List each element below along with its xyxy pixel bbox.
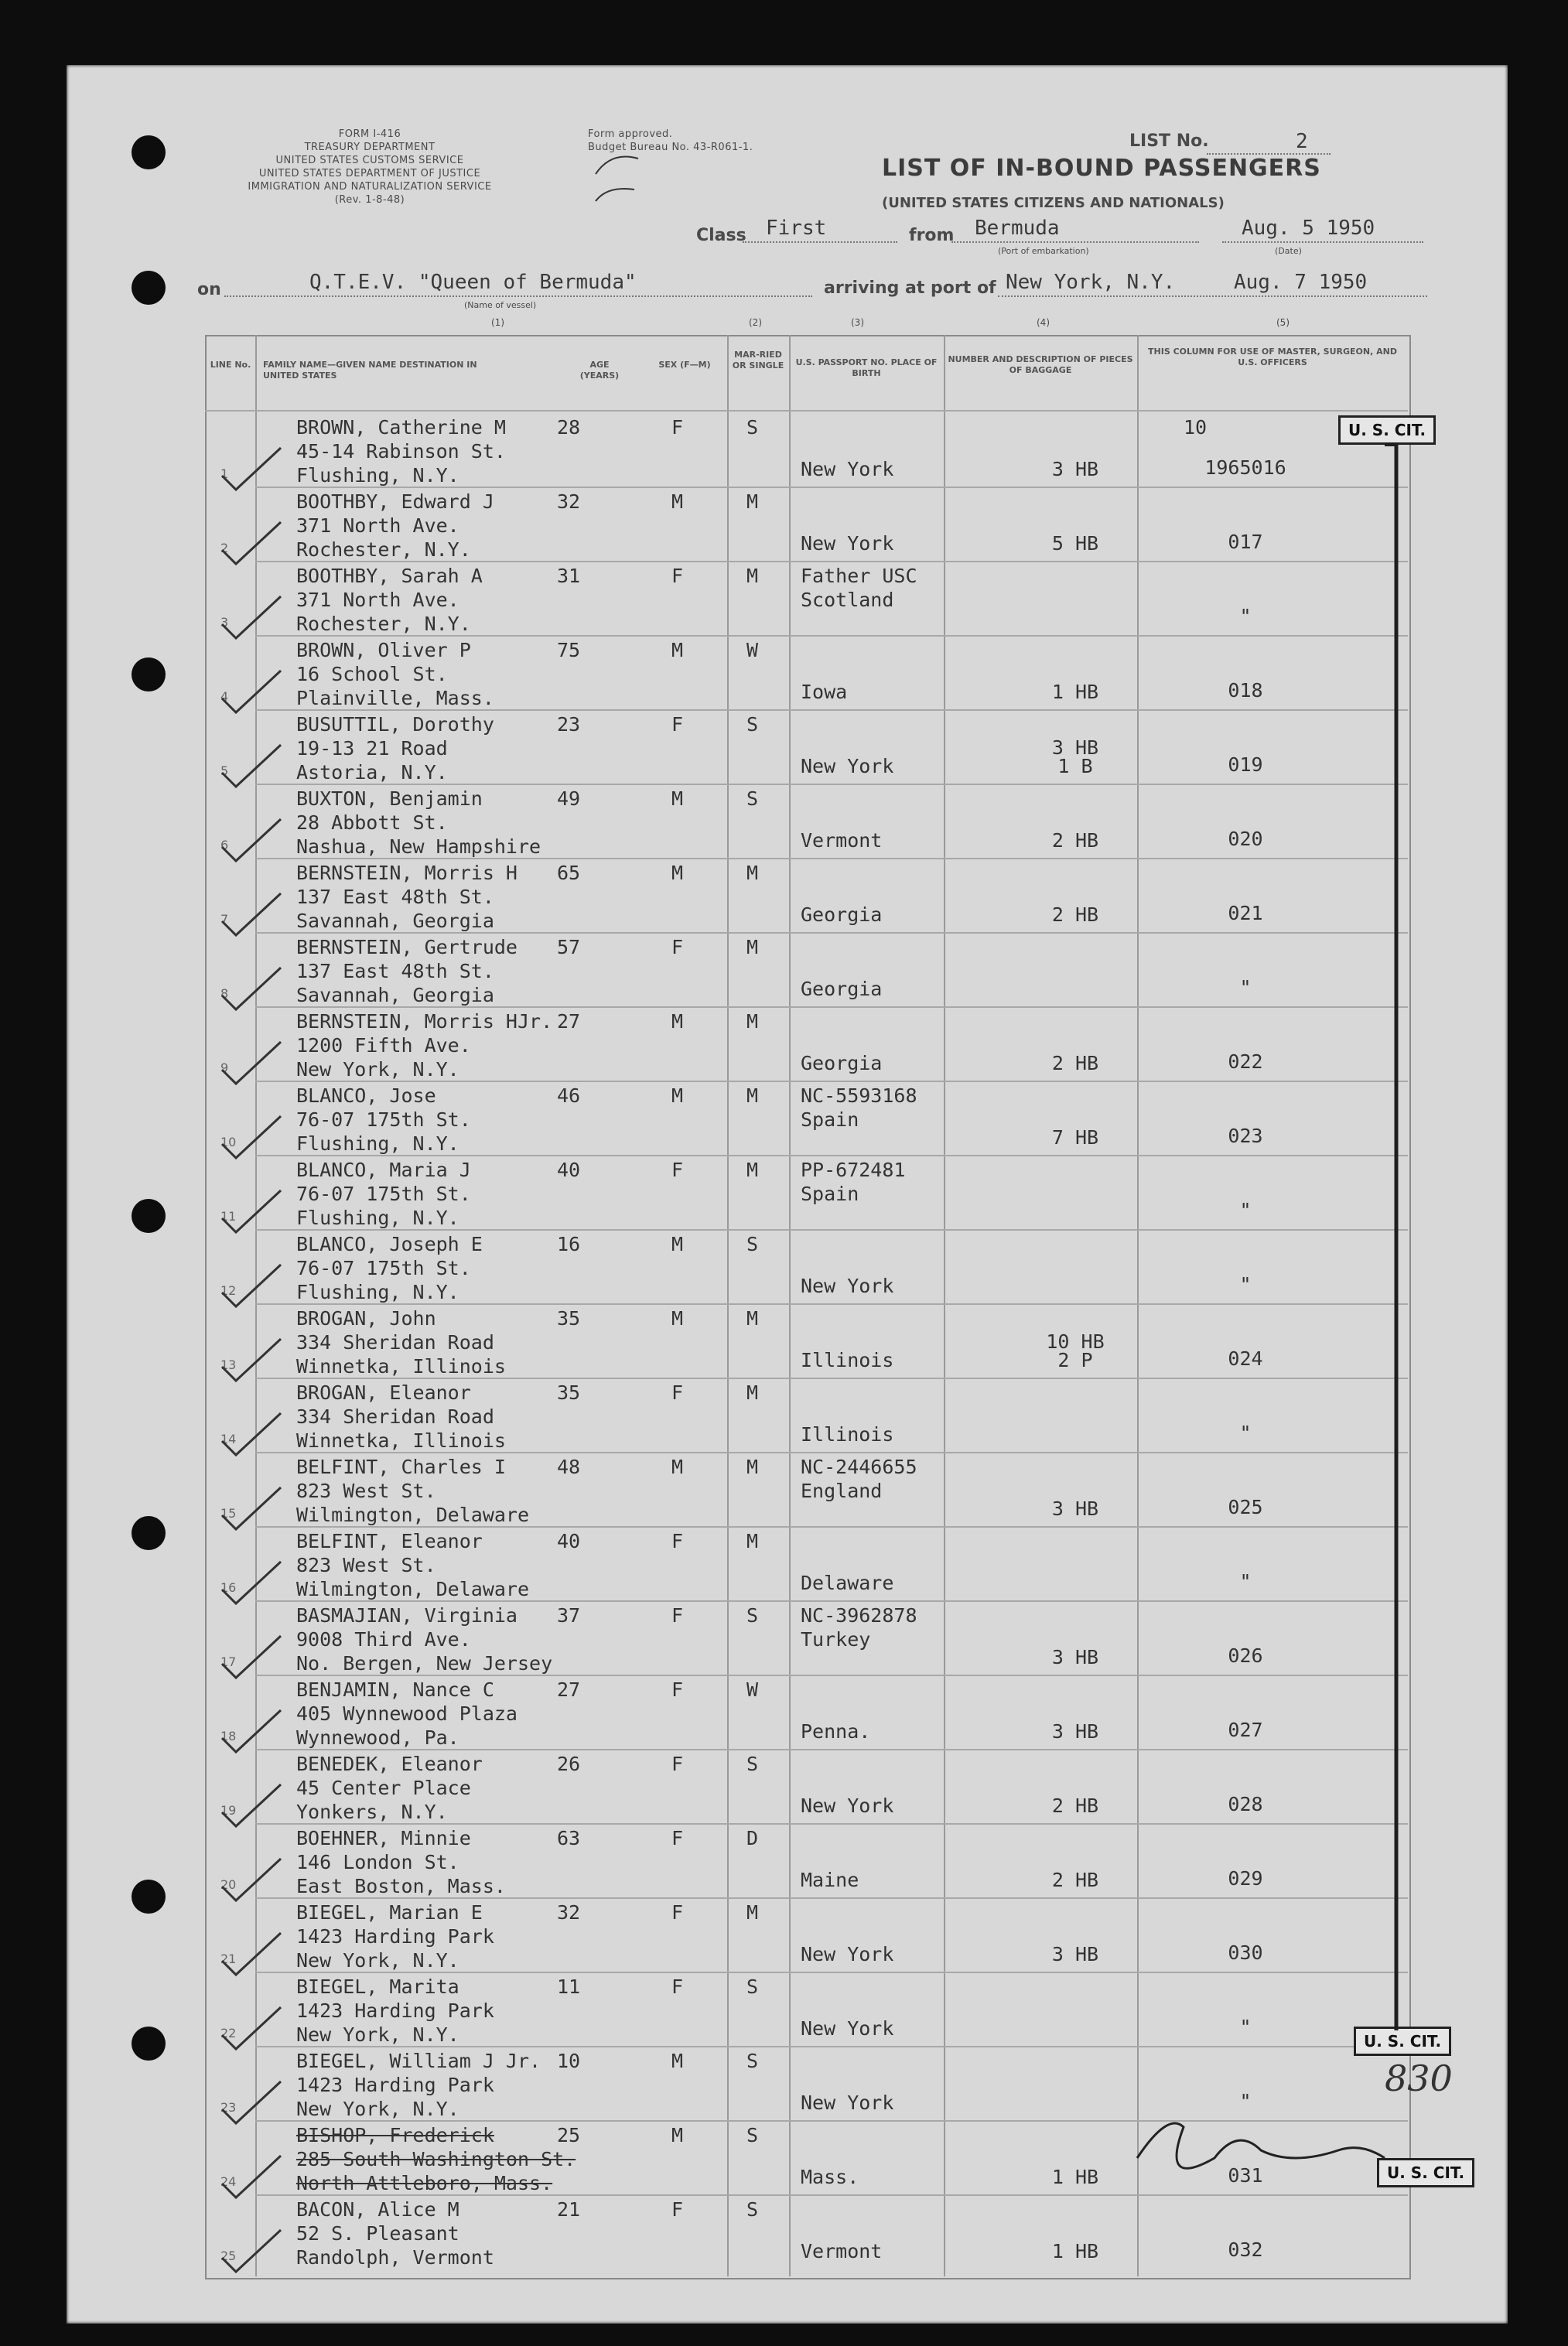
- baggage-desc: 2 HB: [1051, 903, 1099, 926]
- passenger-city: Flushing, N.Y.: [296, 1132, 459, 1155]
- baggage-desc: 2 HB: [1051, 1052, 1099, 1074]
- passenger-age: 31: [557, 565, 581, 587]
- passenger-sex: M: [671, 787, 684, 810]
- passenger-city: Wilmington, Delaware: [296, 1504, 530, 1526]
- passenger-name: BOOTHBY, Edward J: [296, 490, 494, 513]
- passenger-name: BERNSTEIN, Gertrude: [296, 936, 518, 958]
- baggage-desc: 1 B: [1057, 755, 1093, 777]
- date-caption: (Date): [1275, 246, 1302, 256]
- line-number: 5: [220, 763, 229, 778]
- passenger-address: 371 North Ave.: [296, 589, 459, 611]
- officer-number: 020: [1228, 828, 1263, 850]
- passenger-name: BELFINT, Eleanor: [296, 1530, 483, 1552]
- officer-number: ": [1239, 1199, 1252, 1221]
- passenger-marital: S: [746, 1604, 759, 1627]
- place-of-birth: Delaware: [801, 1572, 894, 1594]
- baggage-desc: 1 HB: [1051, 2166, 1099, 2188]
- passenger-city: Wilmington, Delaware: [296, 1578, 530, 1600]
- officer-number: 018: [1228, 679, 1263, 702]
- line-number: 22: [220, 2026, 237, 2040]
- officer-number: 023: [1228, 1125, 1263, 1147]
- passenger-city: Winnetka, Illinois: [296, 1429, 506, 1452]
- form-id: FORM I-416: [338, 128, 401, 140]
- passenger-marital: S: [746, 2050, 759, 2072]
- passenger-age: 32: [557, 490, 581, 513]
- officer-number: 024: [1228, 1347, 1263, 1370]
- line-number: 13: [220, 1357, 237, 1372]
- departure-date: Aug. 5 1950: [1242, 217, 1375, 240]
- passport-no: PP-672481: [801, 1159, 906, 1181]
- passenger-sex: M: [671, 1233, 684, 1255]
- passenger-name: BOEHNER, Minnie: [296, 1827, 471, 1849]
- place-of-birth: New York: [801, 2017, 894, 2040]
- page-subtitle: (UNITED STATES CITIZENS AND NATIONALS): [882, 195, 1225, 211]
- place-of-birth: Mass.: [801, 2166, 859, 2188]
- passenger-name: BENEDEK, Eleanor: [296, 1753, 483, 1775]
- passenger-age: 32: [557, 1901, 581, 1924]
- passenger-address: 1423 Harding Park: [296, 1925, 494, 1948]
- passenger-name: BUXTON, Benjamin: [296, 787, 483, 810]
- line-number: 8: [220, 986, 229, 1001]
- class-value: First: [766, 217, 827, 240]
- passenger-marital: S: [746, 1233, 759, 1255]
- passenger-sex: M: [671, 1010, 684, 1033]
- place-of-birth: Spain: [801, 1108, 859, 1131]
- list-no-value: 2: [1296, 130, 1308, 153]
- vessel-caption: (Name of vessel): [464, 300, 537, 310]
- passenger-age: 40: [557, 1530, 581, 1552]
- passenger-age: 25: [557, 2124, 581, 2146]
- passenger-marital: S: [746, 2124, 759, 2146]
- passport-no: NC-5593168: [801, 1084, 917, 1107]
- baggage-desc: 5 HB: [1051, 532, 1099, 555]
- passenger-city: East Boston, Mass.: [296, 1875, 506, 1897]
- passenger-city: Rochester, N.Y.: [296, 613, 471, 635]
- passenger-city: Flushing, N.Y.: [296, 464, 459, 487]
- passenger-age: 27: [557, 1010, 581, 1033]
- place-of-birth: Iowa: [801, 681, 848, 703]
- baggage-desc: 2 HB: [1051, 1795, 1099, 1817]
- passenger-city: Plainville, Mass.: [296, 687, 494, 709]
- passenger-marital: M: [746, 565, 759, 587]
- passenger-marital: M: [746, 1307, 759, 1330]
- passenger-address: 1423 Harding Park: [296, 1999, 494, 2022]
- officer-number: ": [1239, 1570, 1252, 1593]
- passenger-name: BLANCO, Maria J: [296, 1159, 471, 1181]
- passenger-sex: M: [671, 490, 684, 513]
- place-of-birth: Illinois: [801, 1423, 894, 1446]
- officer-number: 025: [1228, 1496, 1263, 1518]
- passenger-age: 35: [557, 1381, 581, 1404]
- col-num-5: (5): [1276, 317, 1290, 328]
- col-header-baggage: NUMBER AND DESCRIPTION OF PIECES OF BAGGAGE: [948, 354, 1133, 375]
- passenger-city: New York, N.Y.: [296, 2098, 459, 2120]
- baggage-desc: 1 HB: [1051, 681, 1099, 703]
- passenger-address: 28 Abbott St.: [296, 811, 448, 834]
- place-of-birth: Illinois: [801, 1349, 894, 1371]
- passenger-age: 46: [557, 1084, 581, 1107]
- passenger-address: 19-13 21 Road: [296, 737, 448, 760]
- passenger-marital: M: [746, 862, 759, 884]
- passenger-age: 16: [557, 1233, 581, 1255]
- passenger-city: North Attleboro, Mass.: [296, 2172, 553, 2194]
- passport-no: Father USC: [801, 565, 917, 587]
- from-label: from: [909, 226, 955, 245]
- passenger-sex: F: [671, 713, 684, 736]
- passenger-address: 1423 Harding Park: [296, 2074, 494, 2096]
- place-of-birth: Scotland: [801, 589, 894, 611]
- baggage-pieces: 3 HB: [1051, 736, 1099, 759]
- passenger-sex: F: [671, 1530, 684, 1552]
- col-num-1: (1): [491, 317, 504, 328]
- arrival-port: New York, N.Y.: [1006, 271, 1176, 294]
- passenger-marital: M: [746, 1084, 759, 1107]
- passenger-sex: F: [671, 1975, 684, 1998]
- passenger-name: BIEGEL, William J Jr.: [296, 2050, 541, 2072]
- line-number: 23: [220, 2100, 237, 2115]
- passenger-address: 1200 Fifth Ave.: [296, 1034, 471, 1057]
- dept-treasury: TREASURY DEPARTMENT: [304, 142, 436, 153]
- col-header-passport: U.S. PASSPORT NO. PLACE OF BIRTH: [795, 357, 938, 378]
- passenger-marital: S: [746, 2198, 759, 2221]
- place-of-birth: England: [801, 1480, 883, 1502]
- passenger-address: 45-14 Rabinson St.: [296, 440, 506, 463]
- passport-no: NC-2446655: [801, 1456, 917, 1478]
- passenger-city: Flushing, N.Y.: [296, 1281, 459, 1303]
- place-of-birth: New York: [801, 1943, 894, 1965]
- passenger-marital: S: [746, 787, 759, 810]
- passenger-address: 76-07 175th St.: [296, 1108, 471, 1131]
- passenger-sex: M: [671, 2124, 684, 2146]
- passenger-city: Winnetka, Illinois: [296, 1355, 506, 1378]
- line-number: 10: [220, 1135, 237, 1149]
- us-cit-stamp: U. S. CIT.: [1338, 415, 1436, 445]
- passenger-marital: S: [746, 416, 759, 439]
- officer-number: ": [1239, 1422, 1252, 1444]
- passenger-sex: F: [671, 1604, 684, 1627]
- passenger-address: 823 West St.: [296, 1554, 436, 1576]
- baggage-pieces: 10 HB: [1046, 1330, 1105, 1353]
- col-header-age: AGE (YEARS): [579, 360, 620, 381]
- passenger-address: 137 East 48th St.: [296, 886, 494, 908]
- passenger-city: Randolph, Vermont: [296, 2246, 494, 2269]
- passenger-sex: M: [671, 862, 684, 884]
- passenger-address: 76-07 175th St.: [296, 1257, 471, 1279]
- passenger-marital: S: [746, 1753, 759, 1775]
- passenger-address: 334 Sheridan Road: [296, 1331, 494, 1354]
- passenger-sex: F: [671, 936, 684, 958]
- side-note: 830: [1385, 2057, 1453, 2099]
- passenger-marital: M: [746, 1901, 759, 1924]
- passenger-age: 37: [557, 1604, 581, 1627]
- passenger-name: BIEGEL, Marita: [296, 1975, 459, 1998]
- passenger-name: BERNSTEIN, Morris HJr.: [296, 1010, 553, 1033]
- place-of-birth: New York: [801, 1795, 894, 1817]
- passenger-sex: F: [671, 1381, 684, 1404]
- officer-number: 017: [1228, 531, 1263, 553]
- baggage-desc: 3 HB: [1051, 1720, 1099, 1743]
- col-num-4: (4): [1037, 317, 1050, 328]
- officer-note-top: 10: [1184, 416, 1208, 439]
- form-approved: Form approved.: [588, 128, 673, 140]
- place-of-birth: Turkey: [801, 1628, 871, 1651]
- passenger-age: 28: [557, 416, 581, 439]
- vessel-name: Q.T.E.V. "Queen of Bermuda": [309, 271, 637, 294]
- passenger-sex: F: [671, 1827, 684, 1849]
- baggage-desc: 2 HB: [1051, 1869, 1099, 1891]
- line-number: 11: [220, 1209, 237, 1224]
- passenger-address: 823 West St.: [296, 1480, 436, 1502]
- passenger-city: No. Bergen, New Jersey: [296, 1652, 553, 1675]
- passenger-name: BROWN, Catherine M: [296, 416, 506, 439]
- line-number: 12: [220, 1283, 237, 1298]
- officer-number: 1965016: [1204, 456, 1286, 479]
- line-number: 2: [220, 541, 229, 555]
- passenger-name: BUSUTTIL, Dorothy: [296, 713, 494, 736]
- arrival-date: Aug. 7 1950: [1234, 271, 1368, 294]
- passenger-name: BROWN, Oliver P: [296, 639, 471, 661]
- passenger-sex: F: [671, 416, 684, 439]
- passenger-marital: W: [746, 639, 759, 661]
- passenger-age: 35: [557, 1307, 581, 1330]
- passenger-city: Nashua, New Hampshire: [296, 835, 541, 858]
- list-no-label: LIST No.: [1129, 131, 1209, 151]
- arriving-label: arriving at port of: [824, 278, 996, 298]
- passenger-sex: F: [671, 1159, 684, 1181]
- baggage-desc: 3 HB: [1051, 1497, 1099, 1520]
- passenger-sex: F: [671, 1678, 684, 1701]
- baggage-desc: 3 HB: [1051, 1646, 1099, 1668]
- passenger-name: BLANCO, Joseph E: [296, 1233, 483, 1255]
- officer-number: ": [1239, 605, 1252, 627]
- officer-number: 030: [1228, 1941, 1263, 1964]
- passenger-age: 23: [557, 713, 581, 736]
- passenger-sex: M: [671, 639, 684, 661]
- place-of-birth: Georgia: [801, 978, 883, 1000]
- line-number: 3: [220, 615, 229, 630]
- passenger-name: BLANCO, Jose: [296, 1084, 436, 1107]
- us-cit-stamp: U. S. CIT.: [1354, 2027, 1451, 2056]
- baggage-desc: 2 HB: [1051, 829, 1099, 852]
- baggage-desc: 7 HB: [1051, 1126, 1099, 1149]
- passenger-age: 49: [557, 787, 581, 810]
- col-header-sex: SEX (F—M): [658, 360, 711, 370]
- passenger-age: 10: [557, 2050, 581, 2072]
- place-of-birth: New York: [801, 2092, 894, 2114]
- officer-number: ": [1239, 2016, 1252, 2038]
- passenger-city: Savannah, Georgia: [296, 910, 494, 932]
- passenger-name: BENJAMIN, Nance C: [296, 1678, 494, 1701]
- passenger-age: 26: [557, 1753, 581, 1775]
- passenger-name: BIEGEL, Marian E: [296, 1901, 483, 1924]
- officer-number: 021: [1228, 902, 1263, 924]
- officer-number: 029: [1228, 1867, 1263, 1890]
- baggage-desc: 2 P: [1057, 1349, 1093, 1371]
- passenger-address: 76-07 175th St.: [296, 1183, 471, 1205]
- col-header-officers: THIS COLUMN FOR USE OF MASTER, SURGEON, AND U.S. OFFICERS: [1148, 347, 1397, 367]
- place-of-birth: Vermont: [801, 2240, 883, 2262]
- passport-no: NC-3962878: [801, 1604, 917, 1627]
- line-number: 21: [220, 1952, 237, 1966]
- passenger-address: 137 East 48th St.: [296, 960, 494, 982]
- line-number: 16: [220, 1580, 237, 1595]
- budget-bureau: Budget Bureau No. 43-R061-1.: [588, 142, 753, 153]
- passenger-marital: M: [746, 936, 759, 958]
- passenger-age: 21: [557, 2198, 581, 2221]
- passenger-name: BISHOP, Frederick: [296, 2124, 494, 2146]
- place-of-birth: Vermont: [801, 829, 883, 852]
- passenger-age: 65: [557, 862, 581, 884]
- passenger-address: 16 School St.: [296, 663, 448, 685]
- passenger-city: Flushing, N.Y.: [296, 1207, 459, 1229]
- passenger-age: 63: [557, 1827, 581, 1849]
- col-header-married: MAR-RIED OR SINGLE: [732, 350, 784, 371]
- us-cit-stamp: U. S. CIT.: [1377, 2158, 1474, 2187]
- dept-justice: UNITED STATES DEPARTMENT OF JUSTICE: [258, 168, 481, 179]
- passenger-address: 334 Sheridan Road: [296, 1405, 494, 1428]
- baggage-desc: 3 HB: [1051, 458, 1099, 480]
- line-number: 25: [220, 2249, 237, 2263]
- line-number: 18: [220, 1729, 237, 1743]
- passenger-sex: F: [671, 1901, 684, 1924]
- line-number: 24: [220, 2174, 237, 2189]
- officer-number: 027: [1228, 1719, 1263, 1741]
- place-of-birth: New York: [801, 1275, 894, 1297]
- passenger-marital: M: [746, 1456, 759, 1478]
- passenger-marital: M: [746, 1010, 759, 1033]
- line-number: 19: [220, 1803, 237, 1818]
- passenger-age: 11: [557, 1975, 581, 1998]
- officer-number: 028: [1228, 1793, 1263, 1815]
- passenger-sex: M: [671, 1084, 684, 1107]
- passenger-marital: W: [746, 1678, 759, 1701]
- place-of-birth: New York: [801, 532, 894, 555]
- passenger-marital: M: [746, 1381, 759, 1404]
- form-revision: (Rev. 1-8-48): [334, 194, 405, 206]
- dept-ins: IMMIGRATION AND NATURALIZATION SERVICE: [248, 181, 492, 193]
- officer-number: 019: [1228, 753, 1263, 776]
- line-number: 4: [220, 689, 229, 704]
- place-of-birth: Georgia: [801, 1052, 883, 1074]
- line-number: 15: [220, 1506, 237, 1521]
- passenger-marital: D: [746, 1827, 759, 1849]
- passenger-city: New York, N.Y.: [296, 2023, 459, 2046]
- passenger-city: Astoria, N.Y.: [296, 761, 448, 784]
- passenger-name: BROGAN, Eleanor: [296, 1381, 471, 1404]
- line-number: 7: [220, 912, 229, 927]
- baggage-desc: 3 HB: [1051, 1943, 1099, 1965]
- passenger-marital: M: [746, 490, 759, 513]
- col-header-line: LINE No.: [210, 360, 251, 370]
- place-of-birth: Georgia: [801, 903, 883, 926]
- passenger-name: BOOTHBY, Sarah A: [296, 565, 483, 587]
- passenger-name: BELFINT, Charles I: [296, 1456, 506, 1478]
- officer-number: ": [1239, 976, 1252, 999]
- line-number: 6: [220, 838, 229, 852]
- passenger-name: BERNSTEIN, Morris H: [296, 862, 518, 884]
- passenger-city: Rochester, N.Y.: [296, 538, 471, 561]
- port-embark-caption: (Port of embarkation): [998, 246, 1089, 256]
- officer-number: ": [1239, 2090, 1252, 2112]
- passenger-marital: S: [746, 1975, 759, 1998]
- page-title: LIST OF IN-BOUND PASSENGERS: [882, 155, 1321, 182]
- passenger-age: 48: [557, 1456, 581, 1478]
- passenger-address: 146 London St.: [296, 1851, 459, 1873]
- officer-number: 026: [1228, 1644, 1263, 1667]
- passenger-address: 285 South Washington St.: [296, 2148, 576, 2170]
- passenger-marital: M: [746, 1530, 759, 1552]
- passenger-name: BASMAJIAN, Virginia: [296, 1604, 518, 1627]
- passenger-marital: S: [746, 713, 759, 736]
- officer-number: 032: [1228, 2238, 1263, 2261]
- line-number: 17: [220, 1654, 237, 1669]
- passenger-sex: M: [671, 2050, 684, 2072]
- line-number: 1: [220, 466, 229, 481]
- class-label: Class: [696, 226, 746, 245]
- passenger-sex: M: [671, 1456, 684, 1478]
- officer-number: 031: [1228, 2164, 1263, 2187]
- col-header-name: FAMILY NAME—GIVEN NAME DESTINATION IN UNITED STATES: [263, 360, 477, 381]
- passenger-address: 405 Wynnewood Plaza: [296, 1702, 518, 1725]
- passenger-sex: F: [671, 1753, 684, 1775]
- passenger-city: Wynnewood, Pa.: [296, 1726, 459, 1749]
- line-number: 20: [220, 1877, 237, 1892]
- dept-customs: UNITED STATES CUSTOMS SERVICE: [275, 155, 464, 166]
- line-number: 14: [220, 1432, 237, 1446]
- passenger-address: 52 S. Pleasant: [296, 2222, 459, 2245]
- passenger-marital: M: [746, 1159, 759, 1181]
- passenger-name: BROGAN, John: [296, 1307, 436, 1330]
- officer-number: ": [1239, 1273, 1252, 1296]
- on-label: on: [197, 280, 221, 299]
- place-of-birth: New York: [801, 755, 894, 777]
- passenger-name: BACON, Alice M: [296, 2198, 459, 2221]
- passenger-sex: F: [671, 2198, 684, 2221]
- place-of-birth: Spain: [801, 1183, 859, 1205]
- passenger-sex: F: [671, 565, 684, 587]
- passenger-city: Savannah, Georgia: [296, 984, 494, 1006]
- baggage-desc: 1 HB: [1051, 2240, 1099, 2262]
- line-number: 9: [220, 1060, 229, 1075]
- officer-number: 022: [1228, 1050, 1263, 1073]
- passenger-city: Yonkers, N.Y.: [296, 1801, 448, 1823]
- passenger-address: 371 North Ave.: [296, 514, 459, 537]
- passenger-city: New York, N.Y.: [296, 1949, 459, 1972]
- place-of-birth: New York: [801, 458, 894, 480]
- passenger-age: 75: [557, 639, 581, 661]
- passenger-sex: M: [671, 1307, 684, 1330]
- passenger-city: New York, N.Y.: [296, 1058, 459, 1081]
- col-num-3: (3): [851, 317, 864, 328]
- passenger-address: 45 Center Place: [296, 1777, 471, 1799]
- passenger-age: 57: [557, 936, 581, 958]
- passenger-age: 40: [557, 1159, 581, 1181]
- passenger-address: 9008 Third Ave.: [296, 1628, 471, 1651]
- col-num-2: (2): [749, 317, 762, 328]
- from-value: Bermuda: [975, 217, 1060, 240]
- passenger-age: 27: [557, 1678, 581, 1701]
- place-of-birth: Penna.: [801, 1720, 871, 1743]
- place-of-birth: Maine: [801, 1869, 859, 1891]
